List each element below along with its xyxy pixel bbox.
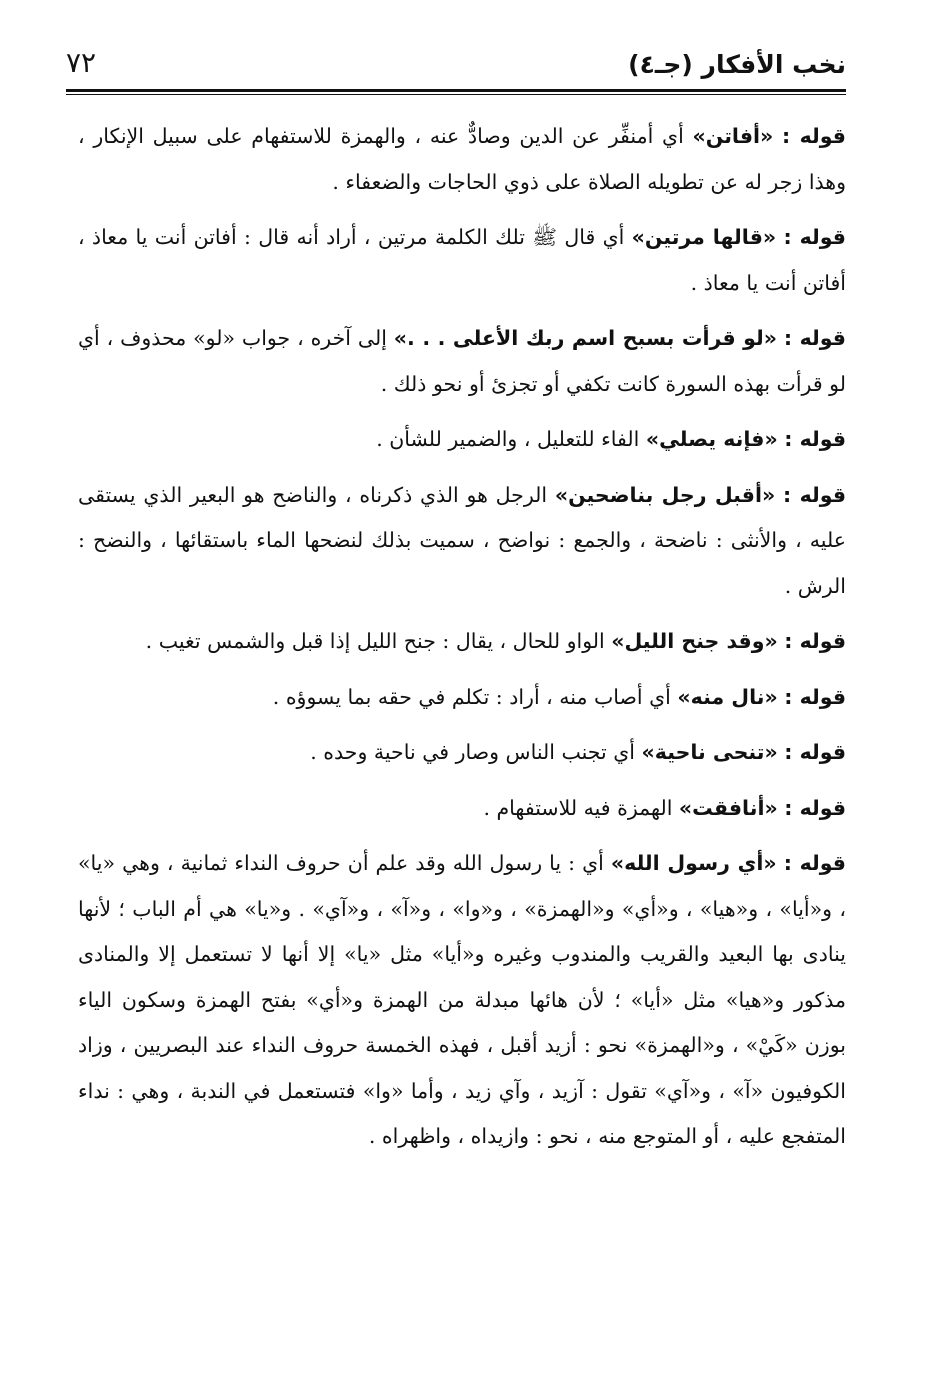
quoted-term: «أفاتن» [692, 124, 774, 148]
body-text [78, 114, 846, 1170]
paragraph-text: أي أصاب منه ، أراد : تكلم في حقه بما يسوؤه . [272, 684, 671, 709]
quoted-term: «تنحى ناحية» [641, 740, 778, 764]
quoted-term: «نال منه» [677, 684, 778, 709]
commentary-paragraph [78, 841, 846, 1160]
quoted-term: «أقبل رجل بناضحين» [554, 482, 776, 507]
paragraph-lead: قوله : [782, 124, 846, 148]
paragraph-text: الهمزة فيه للاستفهام . [483, 795, 673, 820]
paragraph-text: أي أمنفِّر عن الدين وصادٌّ عنه ، والهمزة للاستفهام على سبيل الإنكار ، وهذا زجر له عن تطويله الصلاة على ذوي الحاجات والضعفاء . [78, 124, 846, 194]
paragraph-lead: قوله : [784, 684, 846, 709]
paragraph-lead: قوله : [783, 851, 846, 875]
paragraph-lead: قوله : [783, 225, 846, 249]
running-title: نخب الأفكار (جـ٤) [628, 50, 846, 79]
commentary-paragraph [78, 675, 846, 721]
paragraph-text: إلى آخره ، جواب «لو» محذوف ، أي لو قرأت بهذه السورة كانت تكفي أو تجزئ أو نحو ذلك . [78, 326, 846, 396]
paragraph-text: الواو للحال ، يقال : جنح الليل إذا قبل والشمس تغيب . [145, 629, 605, 653]
quoted-term: «أي رسول الله» [610, 851, 777, 875]
commentary-paragraph [78, 316, 846, 407]
commentary-paragraph [78, 730, 846, 776]
quoted-term: «أنافقت» [678, 795, 778, 820]
paragraph-text: الفاء للتعليل ، والضمير للشأن . [376, 427, 640, 451]
commentary-paragraph [78, 473, 846, 610]
commentary-paragraph [78, 786, 846, 832]
page-header [66, 46, 846, 94]
quoted-term: «لو قرأت بسبح اسم ربك الأعلى . . .» [393, 326, 777, 350]
quoted-term: «فإنه يصلي» [645, 427, 778, 451]
paragraph-lead: قوله : [783, 482, 846, 507]
commentary-paragraph [78, 619, 846, 665]
paragraph-lead: قوله : [784, 740, 846, 764]
paragraph-text: أي : يا رسول الله وقد علم أن حروف النداء ثمانية ، وهي «يا» ، و«أيا» ، و«هيا» ، و«أي» و«الهمزة» ، و«وا» ، و«آ» ، و«آي» . و«يا» هي أم الباب ؛ لأنها ينادى بها البعيد والقريب والمندوب وغيره و«أيا» مثل «يا» إلا أنها لا تستعمل إلا والمنادى مذكور و«هيا» مثل «أيا» ؛ لأن هائها مبدلة من الهمزة و«أي» بفتح الهمزة وسكون الياء بوزن «كَيْ» ، و«الهمزة» نحو : أزيد أقبل ، فهذه الخمسة حروف النداء عند البصريين ، وزاد الكوفيون «آ» ، و«آي» تقول : آزيد ، وآي زيد ، وأما «وا» فتستعمل في الندبة ، وهي : نداء المتفجع عليه ، أو المتوجع منه ، نحو : وازيداه ، واظهراه . [78, 851, 846, 1148]
quoted-term: «وقد جنح الليل» [611, 629, 778, 653]
commentary-paragraph [78, 114, 846, 205]
header-rule [66, 89, 846, 95]
paragraph-lead: قوله : [784, 427, 846, 451]
page-number: ٧٢ [66, 46, 97, 79]
commentary-paragraph [78, 417, 846, 463]
paragraph-lead: قوله : [783, 326, 846, 350]
paragraph-text: الرجل هو الذي ذكرناه ، والناضح هو البعير الذي يستقى عليه ، والأنثى : ناضحة ، والجمع : نواضح ، سميت بذلك لنضحها الماء باستقائها ، والنضح : الرش . [78, 482, 846, 598]
paragraph-text: أي قال ﷺ تلك الكلمة مرتين ، أراد أنه قال : أفاتن أنت يا معاذ ، أفاتن أنت يا معاذ . [78, 225, 846, 295]
paragraph-lead: قوله : [784, 795, 846, 820]
paragraph-lead: قوله : [784, 629, 846, 653]
quoted-term: «قالها مرتين» [631, 225, 777, 249]
commentary-paragraph [78, 215, 846, 306]
paragraph-text: أي تجنب الناس وصار في ناحية وحده . [310, 740, 635, 764]
